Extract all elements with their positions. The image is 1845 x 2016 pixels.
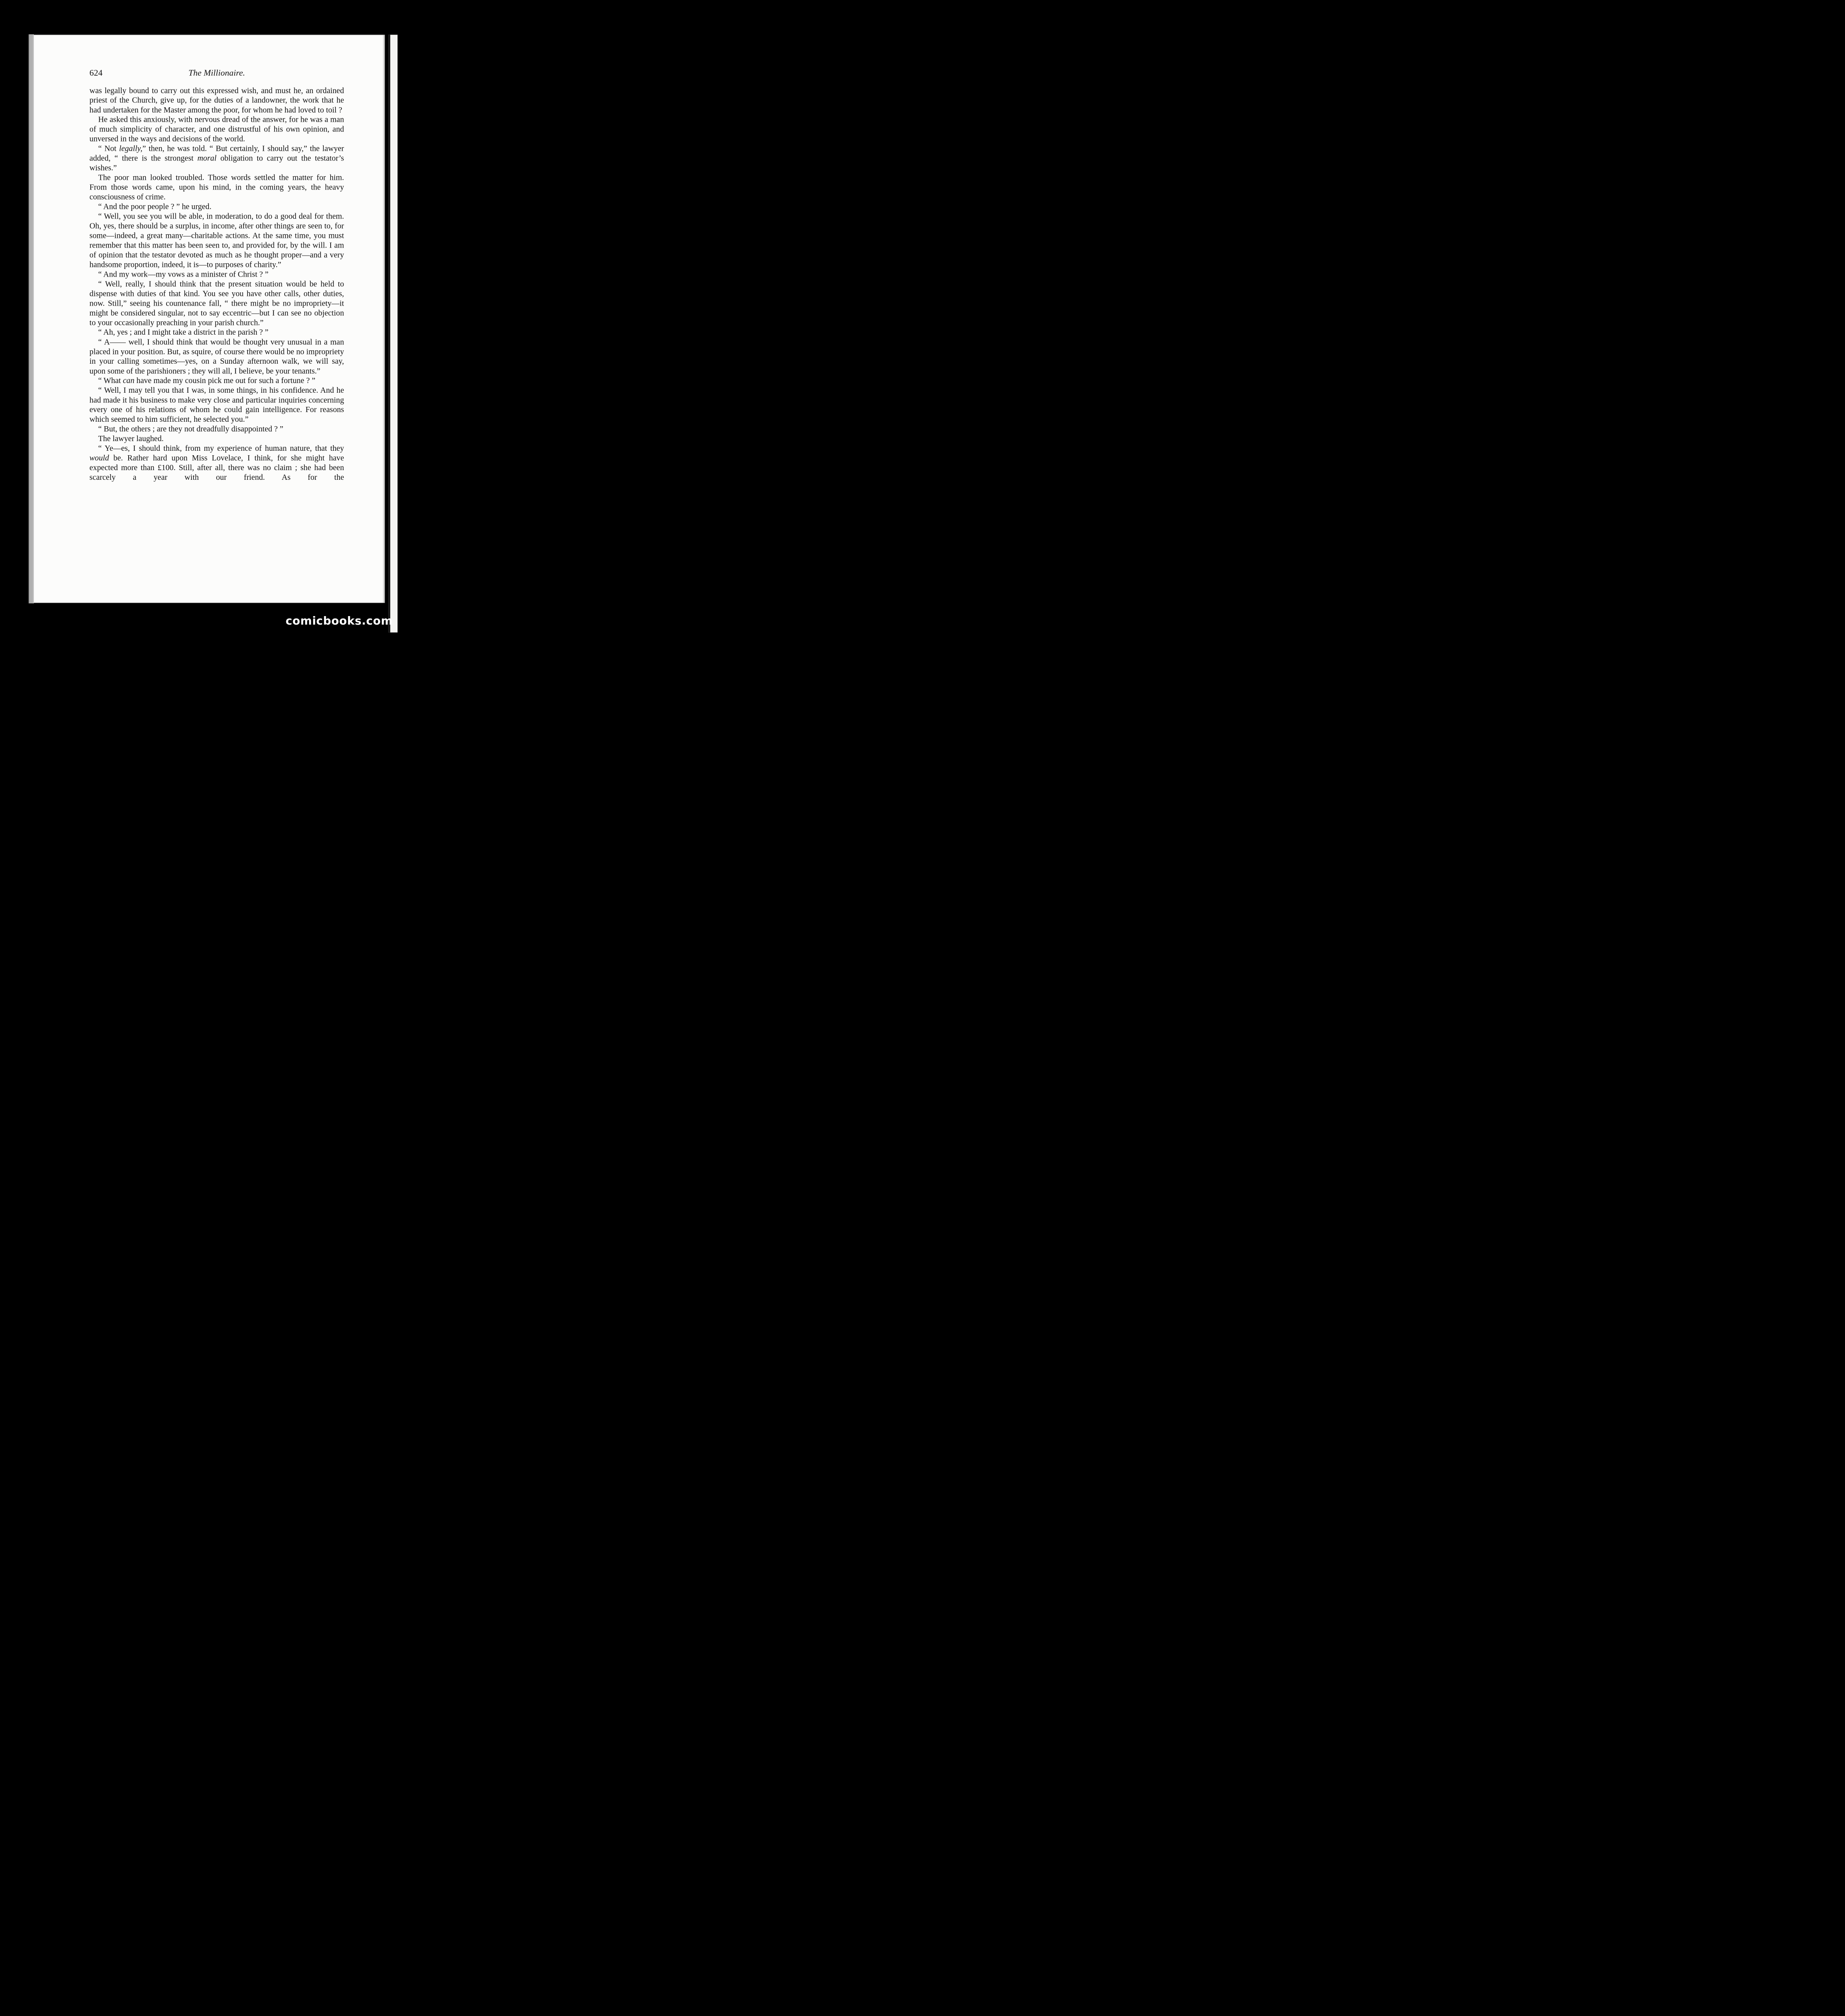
page-number: 624	[89, 68, 103, 78]
paragraph: “ What can have made my cousin pick me out for such a fortune ? ”	[98, 376, 316, 385]
paragraph: “ And my work—my vows as a minister of Christ ? ”	[98, 269, 269, 279]
body-text	[90, 85, 344, 482]
paragraph: “ But, the others ; are they not dreadfully disappointed ? ”	[98, 424, 283, 433]
paragraph: “ Well, I may tell you that I was, in some things, in his confidence. And he had made it his business to make very close and particular inquiries concerning every one of his relations of whom he could gain intelligence. For reasons which seemed to him sufficient, he selected you.”	[89, 385, 344, 424]
scan-background	[0, 0, 398, 633]
paragraph: “ Ye—es, I should think, from my experience of human nature, that they would be. Rather hard upon Miss Lovelace, I think, for she might have expected more than £100. Still, after all, there was no claim ; she had been scarcely a year with our friend. As for the	[89, 444, 344, 482]
paragraph: “ A—— well, I should think that would be thought very unusual in a man placed in your position. But, as squire, of course there would be no impropriety in your calling sometimes—yes, on a Sunday afternoon walk, we will say, upon some of the parishioners ; they will all, I believe, be your tenants.”	[89, 337, 344, 375]
emphasis: would	[89, 453, 109, 462]
running-head	[90, 68, 344, 77]
watermark: comicbooks.com	[285, 614, 393, 627]
page-stack-edge	[29, 34, 34, 603]
emphasis: legally,	[119, 144, 143, 153]
paragraph: The poor man looked troubled. Those words settled the matter for him. From those words came, upon his mind, in the coming years, the heavy consciousness of crime.	[89, 173, 344, 201]
emphasis: can	[123, 376, 135, 385]
adjacent-page-edge	[388, 35, 398, 632]
paragraph: He asked this anxiously, with nervous dread of the answer, for he was a man of much simplicity of character, and one distrustful of his own opinion, and unversed in the ways and decisions of the world.	[89, 115, 344, 143]
paragraph: The lawyer laughed.	[98, 434, 164, 443]
paragraph: “ Well, really, I should think that the present situation would be held to dispense with duties of that kind. You see you have other calls, other duties, now. Still,” seeing his countenance fall, “ there might be no impropriety—it might be considered singular, not to say eccentric—but I can see no objection to your occasionally preaching in your parish church.”	[89, 279, 344, 327]
paragraph: “ Ah, yes ; and I might take a district in the parish ? ”	[98, 327, 269, 337]
paragraph: “ Well, you see you will be able, in moderation, to do a good deal for them. Oh, yes, there should be a surplus, in income, after other things are seen to, for some—indeed, a great many—charitable actions. At the same time, you must remember that this matter has been seen to, and provided for, by the will. I am of opinion that the testator devoted as much as he thought proper—and a very handsome proportion, indeed, it is—to purposes of charity.”	[89, 211, 344, 269]
paragraph: was legally bound to carry out this expressed wish, and must he, an ordained priest of the Church, give up, for the duties of a landowner, the work that he had undertaken for the Master among the poor, for whom he had loved to toil ?	[89, 86, 344, 115]
running-title: The Millionaire.	[188, 68, 245, 78]
emphasis: moral	[197, 153, 217, 162]
paragraph: “ And the poor people ? ” he urged.	[98, 202, 212, 211]
paragraph: “ Not legally,” then, he was told. “ But certainly, I should say,” the lawyer added, “ there is the strongest moral obligation to carry out the testator’s wishes.”	[89, 144, 344, 172]
